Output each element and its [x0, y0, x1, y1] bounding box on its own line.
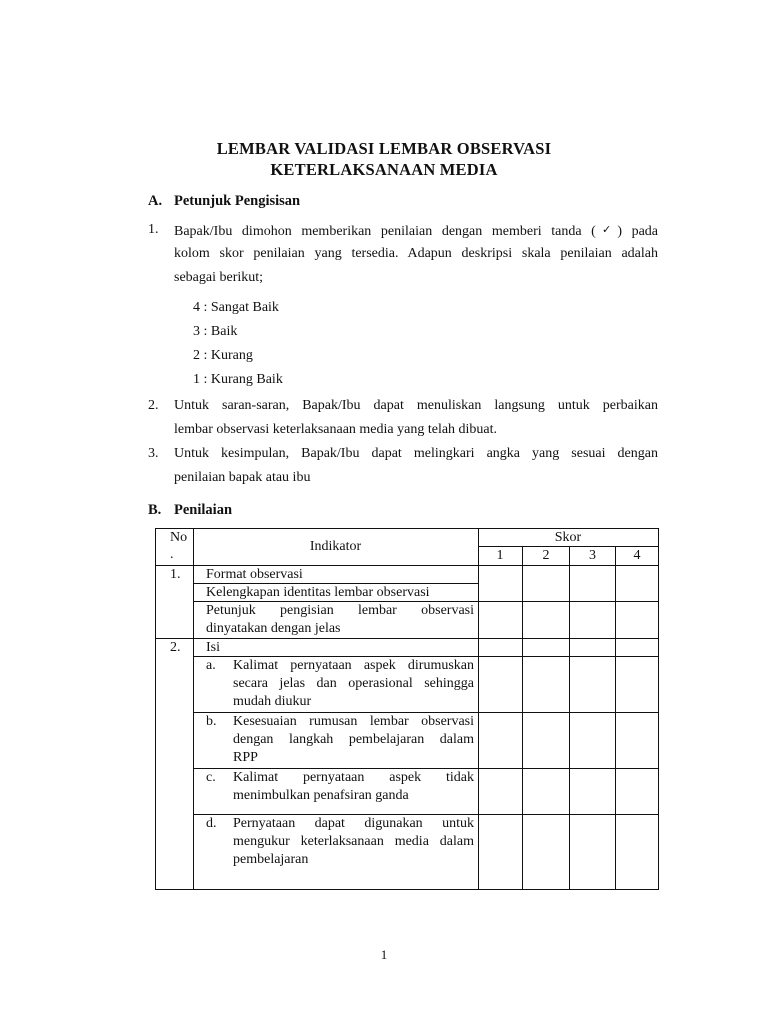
table-divider [156, 638, 658, 639]
instruction-number: 2. [148, 398, 159, 413]
indicator-line: pembelajaran [233, 852, 309, 867]
group-title: Isi [206, 640, 220, 655]
group-title: Format observasi [206, 567, 303, 582]
indicator-line: mudah diukur [233, 694, 312, 709]
document-title-line1: LEMBAR VALIDASI LEMBAR OBSERVASI [216, 139, 552, 158]
indicator-text: Kelengkapan identitas lembar observasi [206, 585, 430, 600]
indicator-line: dengan langkah pembelajaran dalam [233, 732, 474, 747]
rating-scale-list [193, 296, 283, 392]
indicator-line: mengukur keterlaksanaan media dalam [233, 834, 474, 849]
rating-scale-item: 2 : Kurang [193, 348, 253, 363]
instruction-line-text: ) pada [617, 224, 659, 239]
table-divider [522, 547, 523, 889]
section-b-letter: B. [148, 502, 162, 518]
section-a-title: Petunjuk Pengisisan [174, 193, 301, 209]
indicator-line: menimbulkan penafsiran ganda [233, 788, 409, 803]
item-letter: d. [206, 816, 217, 831]
instruction-number: 1. [148, 222, 159, 237]
item-letter: b. [206, 714, 217, 729]
indicator-line: Pernyataan dapat digunakan untuk [233, 816, 474, 831]
table-divider [478, 529, 479, 889]
item-letter: a. [206, 658, 216, 673]
item-letter: c. [206, 770, 216, 785]
rating-scale-item: 1 : Kurang Baik [193, 372, 283, 387]
indicator-text [233, 713, 474, 767]
section-b-title: Penilaian [174, 502, 233, 518]
instruction-line: Untuk kesimpulan, Bapak/Ibu dapat melingkari angka yang sesuai dengan [174, 446, 658, 461]
header-score-4: 4 [633, 548, 641, 563]
indicator-text [233, 657, 474, 711]
header-indikator: Indikator [309, 539, 362, 554]
instruction-line: lembar observasi keterlaksanaan media yang telah dibuat. [174, 422, 498, 437]
indicator-line: Petunjuk pengisian lembar observasi [206, 603, 474, 618]
indicator-line: Kesesuaian rumusan lembar observasi [233, 714, 474, 729]
header-score-2: 2 [542, 548, 550, 563]
document-title-line2: KETERLAKSANAAN MEDIA [270, 160, 498, 179]
indicator-line: RPP [233, 750, 258, 765]
row-number: 1. [170, 567, 181, 582]
rating-scale-item: 4 : Sangat Baik [193, 300, 279, 315]
instruction-line: penilaian bapak atau ibu [174, 470, 311, 485]
section-a-letter: A. [148, 193, 163, 209]
instruction-number: 3. [148, 446, 159, 461]
assessment-table [155, 528, 659, 890]
indicator-line: Kalimat pernyataan aspek tidak [233, 770, 474, 785]
indicator-line: dinyatakan dengan jelas [206, 621, 341, 636]
indicator-text [233, 815, 474, 869]
instruction-line [174, 218, 658, 242]
instruction-line: Untuk saran-saran, Bapak/Ibu dapat menuliskan langsung untuk perbaikan [174, 398, 658, 413]
check-mark-icon: ✓ [595, 224, 618, 236]
row-number: 2. [170, 640, 181, 655]
page-number: 1 [380, 947, 388, 962]
indicator-text [233, 769, 474, 805]
rating-scale-item: 3 : Baik [193, 324, 238, 339]
header-skor: Skor [554, 530, 582, 545]
header-score-1: 1 [496, 548, 504, 563]
header-no-dot: . [170, 547, 174, 562]
indicator-line: Kalimat pernyataan aspek dirumuskan [233, 658, 474, 673]
header-no: No [170, 530, 188, 545]
instruction-line-text: Bapak/Ibu dimohon memberikan penilaian dengan memberi tanda ( [174, 224, 596, 239]
header-score-3: 3 [589, 548, 596, 563]
instruction-text [174, 394, 658, 442]
instruction-line: sebagai berikut; [174, 270, 264, 285]
instruction-line: kolom skor penilaian yang tersedia. Adapun deskripsi skala penilaian adalah [174, 246, 658, 261]
table-divider [615, 547, 616, 889]
instruction-text [174, 218, 658, 290]
indicator-line: secara jelas dan operasional sehingga [233, 676, 474, 691]
table-divider [569, 547, 570, 889]
indicator-text [206, 602, 474, 638]
instruction-text [174, 442, 658, 490]
